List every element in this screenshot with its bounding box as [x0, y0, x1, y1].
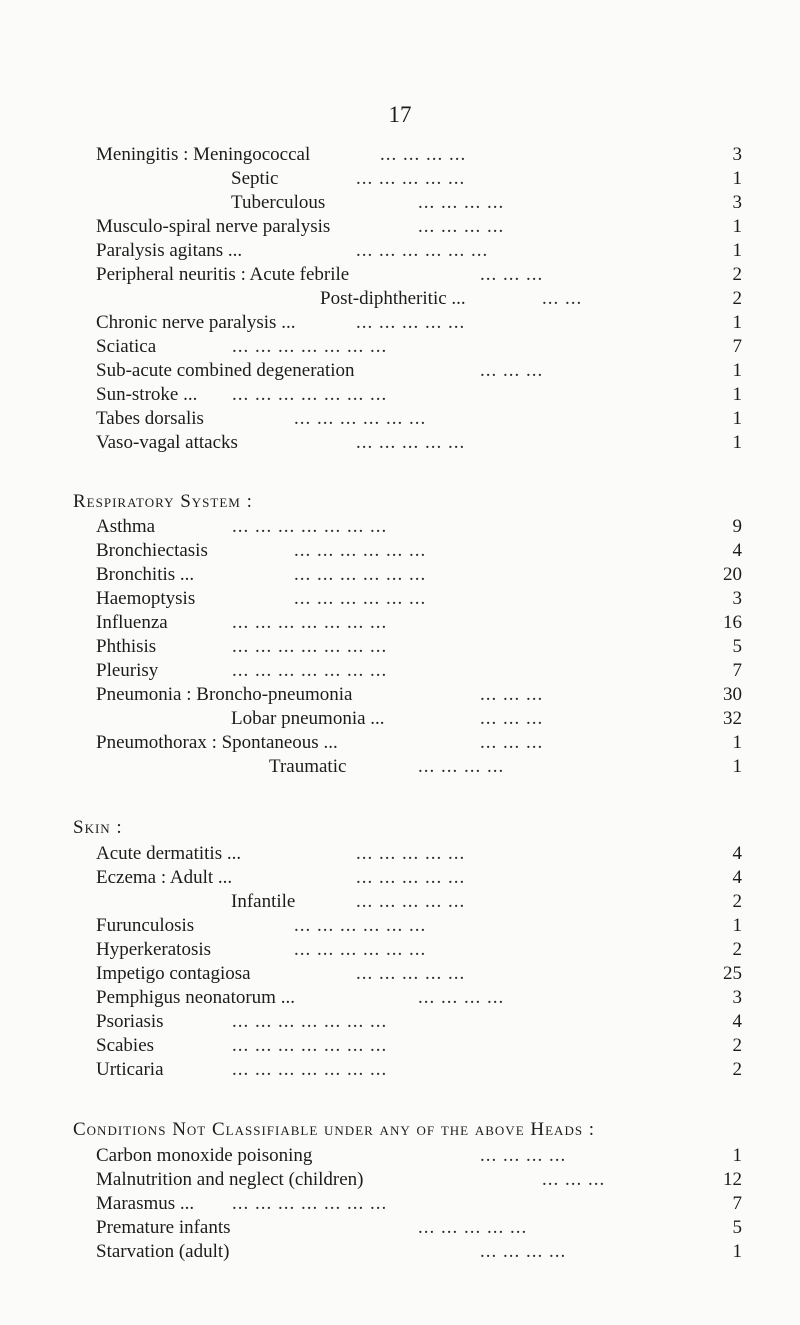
table-row [0, 890, 800, 914]
row-count: 2 [732, 1059, 742, 1080]
row-label: Vaso-vagal attacks [96, 432, 238, 453]
row-count: 1 [732, 408, 742, 429]
dot-leader: ... ... ... ... ... [356, 168, 466, 189]
dot-leader: ... ... ... ... [480, 1241, 567, 1262]
row-label: Septic [231, 168, 279, 189]
table-row [0, 1240, 800, 1264]
table-row [0, 1058, 800, 1082]
dot-leader: ... ... ... ... ... [356, 963, 466, 984]
dot-leader: ... ... ... ... [480, 1145, 567, 1166]
row-label: Sub-acute combined degeneration [96, 360, 355, 381]
row-count: 4 [732, 843, 742, 864]
table-row [0, 938, 800, 962]
dot-leader: ... ... ... [480, 708, 544, 729]
row-label: Asthma [96, 516, 156, 537]
row-label: Influenza [96, 612, 168, 633]
table-row [0, 659, 800, 683]
row-count: 1 [732, 1145, 742, 1166]
dot-leader: ... ... ... ... ... [356, 867, 466, 888]
row-label: Paralysis agitans ... [96, 240, 243, 261]
section-heading: Skin : [73, 817, 123, 838]
table-row [0, 263, 800, 287]
row-label: Infantile [231, 891, 296, 912]
dot-leader: ... ... ... ... ... ... [294, 540, 427, 561]
table-row [0, 215, 800, 239]
row-label: Pemphigus neonatorum ... [96, 987, 295, 1008]
row-label: Lobar pneumonia ... [231, 708, 385, 729]
dot-leader: ... ... ... ... ... ... [356, 240, 489, 261]
dot-leader: ... ... ... ... ... ... [294, 564, 427, 585]
table-row [0, 1192, 800, 1216]
row-label: Traumatic [269, 756, 347, 777]
dot-leader: ... ... ... ... ... ... ... [232, 612, 388, 633]
row-count: 2 [732, 264, 742, 285]
row-count: 5 [732, 636, 742, 657]
row-count: 1 [732, 732, 742, 753]
row-count: 16 [723, 612, 742, 633]
row-label: Post-diphtheritic ... [320, 288, 466, 309]
row-label: Acute dermatitis ... [96, 843, 242, 864]
row-label: Musculo-spiral nerve paralysis [96, 216, 331, 237]
row-label: Marasmus ... [96, 1193, 195, 1214]
row-count: 2 [732, 891, 742, 912]
row-label: Haemoptysis [96, 588, 196, 609]
dot-leader: ... ... ... ... ... ... ... [232, 1035, 388, 1056]
table-row [0, 587, 800, 611]
table-row [0, 866, 800, 890]
dot-leader: ... ... ... ... [418, 216, 505, 237]
dot-leader: ... ... ... ... ... ... ... [232, 384, 388, 405]
row-count: 1 [732, 1241, 742, 1262]
table-row [0, 1216, 800, 1240]
dot-leader: ... ... ... [542, 1169, 606, 1190]
row-count: 7 [732, 660, 742, 681]
table-row [0, 986, 800, 1010]
dot-leader: ... ... ... ... ... ... ... [232, 516, 388, 537]
table-row [0, 611, 800, 635]
row-count: 4 [732, 867, 742, 888]
table-row [0, 731, 800, 755]
dot-leader: ... ... ... ... ... [418, 1217, 528, 1238]
row-count: 1 [732, 240, 742, 261]
dot-leader: ... ... ... ... ... ... ... [232, 336, 388, 357]
table-row [0, 311, 800, 335]
row-label: Bronchitis ... [96, 564, 195, 585]
row-label: Pneumonia : Broncho-pneumonia [96, 684, 353, 705]
table-row [0, 1010, 800, 1034]
table-row [0, 335, 800, 359]
table-row [0, 407, 800, 431]
row-label: Pneumothorax : Spontaneous ... [96, 732, 338, 753]
table-row [0, 1144, 800, 1168]
row-label: Impetigo contagiosa [96, 963, 251, 984]
row-count: 12 [723, 1169, 742, 1190]
row-label: Eczema : Adult ... [96, 867, 233, 888]
row-label: Carbon monoxide poisoning [96, 1145, 313, 1166]
table-row [0, 359, 800, 383]
table-row [0, 1168, 800, 1192]
table-row [0, 842, 800, 866]
table-row [0, 914, 800, 938]
table-row [0, 191, 800, 215]
dot-leader: ... ... ... ... ... ... [294, 915, 427, 936]
row-count: 25 [723, 963, 742, 984]
table-row [0, 707, 800, 731]
row-count: 4 [732, 1011, 742, 1032]
row-count: 3 [732, 987, 742, 1008]
row-count: 30 [723, 684, 742, 705]
dot-leader: ... ... ... ... ... [356, 312, 466, 333]
dot-leader: ... ... ... ... [418, 192, 505, 213]
row-count: 1 [732, 360, 742, 381]
dot-leader: ... ... ... [480, 264, 544, 285]
dot-leader: ... ... ... ... ... [356, 891, 466, 912]
row-label: Malnutrition and neglect (children) [96, 1169, 364, 1190]
row-label: Urticaria [96, 1059, 164, 1080]
table-row [0, 287, 800, 311]
dot-leader: ... ... ... ... ... [356, 432, 466, 453]
row-count: 1 [732, 432, 742, 453]
row-count: 4 [732, 540, 742, 561]
dot-leader: ... ... ... ... [418, 756, 505, 777]
row-count: 2 [732, 939, 742, 960]
row-label: Sun-stroke ... [96, 384, 198, 405]
dot-leader: ... ... ... ... ... ... ... [232, 1193, 388, 1214]
row-count: 1 [732, 312, 742, 333]
row-label: Phthisis [96, 636, 157, 657]
row-count: 3 [732, 588, 742, 609]
row-label: Meningitis : Meningococcal [96, 144, 311, 165]
table-row [0, 683, 800, 707]
section-heading: Conditions Not Classifiable under any of the above Heads : [73, 1119, 596, 1140]
table-row [0, 143, 800, 167]
row-count: 2 [732, 288, 742, 309]
dot-leader: ... ... ... ... ... [356, 843, 466, 864]
row-label: Tuberculous [231, 192, 326, 213]
row-count: 5 [732, 1217, 742, 1238]
row-label: Psoriasis [96, 1011, 164, 1032]
dot-leader: ... ... ... ... ... ... ... [232, 636, 388, 657]
row-count: 32 [723, 708, 742, 729]
dot-leader: ... ... ... [480, 684, 544, 705]
section-heading: Respiratory System : [73, 491, 253, 512]
table-row [0, 239, 800, 263]
row-label: Bronchiectasis [96, 540, 208, 561]
dot-leader: ... ... ... ... [418, 987, 505, 1008]
dot-leader: ... ... ... ... ... ... [294, 408, 427, 429]
row-count: 2 [732, 1035, 742, 1056]
row-count: 3 [732, 144, 742, 165]
row-count: 1 [732, 168, 742, 189]
table-row [0, 431, 800, 455]
row-count: 1 [732, 756, 742, 777]
row-count: 7 [732, 1193, 742, 1214]
dot-leader: ... ... ... [480, 360, 544, 381]
dot-leader: ... ... ... ... [380, 144, 467, 165]
table-row [0, 755, 800, 779]
row-count: 1 [732, 216, 742, 237]
row-label: Tabes dorsalis [96, 408, 204, 429]
row-count: 1 [732, 915, 742, 936]
table-row [0, 539, 800, 563]
table-row [0, 1034, 800, 1058]
dot-leader: ... ... [542, 288, 583, 309]
row-label: Peripheral neuritis : Acute febrile [96, 264, 350, 285]
table-row [0, 383, 800, 407]
row-label: Sciatica [96, 336, 157, 357]
row-label: Starvation (adult) [96, 1241, 230, 1262]
page-number: 17 [388, 102, 412, 127]
dot-leader: ... ... ... ... ... ... ... [232, 1011, 388, 1032]
row-label: Hyperkeratosis [96, 939, 212, 960]
dot-leader: ... ... ... ... ... ... [294, 939, 427, 960]
table-row [0, 515, 800, 539]
dot-leader: ... ... ... ... ... ... [294, 588, 427, 609]
row-label: Chronic nerve paralysis ... [96, 312, 296, 333]
table-row [0, 563, 800, 587]
table-row [0, 635, 800, 659]
row-count: 3 [732, 192, 742, 213]
row-label: Premature infants [96, 1217, 231, 1238]
dot-leader: ... ... ... ... ... ... ... [232, 1059, 388, 1080]
table-row [0, 962, 800, 986]
row-count: 7 [732, 336, 742, 357]
dot-leader: ... ... ... ... ... ... ... [232, 660, 388, 681]
row-label: Furunculosis [96, 915, 195, 936]
dot-leader: ... ... ... [480, 732, 544, 753]
table-row [0, 167, 800, 191]
row-label: Scabies [96, 1035, 155, 1056]
row-count: 9 [732, 516, 742, 537]
row-label: Pleurisy [96, 660, 159, 681]
row-count: 1 [732, 384, 742, 405]
row-count: 20 [723, 564, 742, 585]
